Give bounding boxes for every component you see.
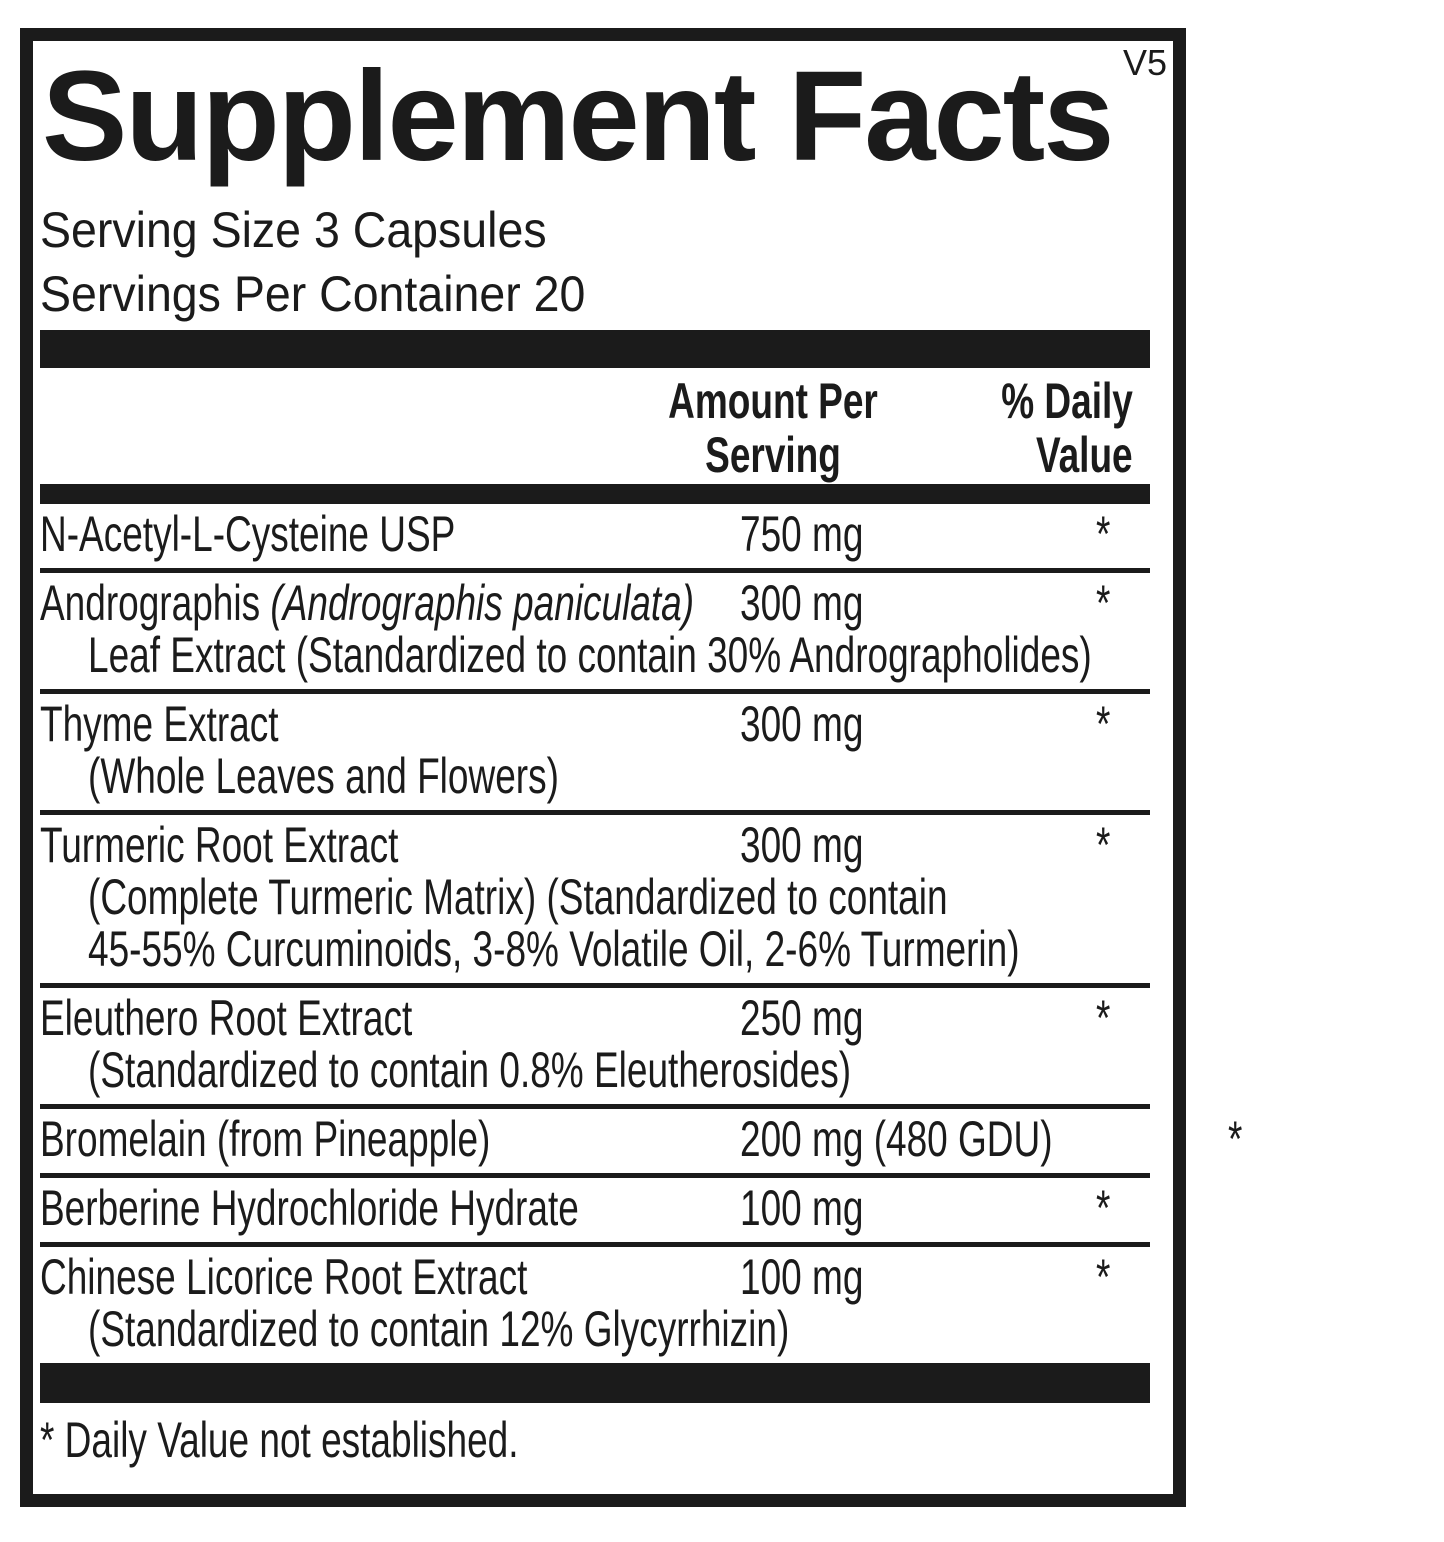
ingredient-dv: * [1095, 816, 1110, 873]
ingredient-subline: (Standardized to contain 0.8% Eleutherosides) [88, 1041, 852, 1098]
ingredient-subline: (Complete Turmeric Matrix) (Standardized to contain [88, 868, 948, 925]
ingredient-subline: (Whole Leaves and Flowers) [88, 747, 559, 804]
ingredient-name: Thyme Extract [40, 695, 279, 752]
ingredient-dv: * [1095, 1179, 1110, 1236]
ingredient-row [40, 689, 1150, 810]
footnote [40, 1409, 1150, 1471]
servings-per-container: Servings Per Container 20 [40, 265, 586, 322]
ingredient-dv: * [1227, 1110, 1243, 1167]
ingredient-subline: Leaf Extract (Standardized to contain 30% Andrographolides) [88, 626, 1092, 683]
ingredient-amount: 250 mg [740, 989, 864, 1046]
ingredient-row [40, 568, 1150, 689]
version-tag: V5 [1122, 42, 1167, 83]
page-title: Supplement Facts [42, 45, 1113, 188]
ingredient-amount: 750 mg [740, 505, 864, 562]
ingredient-row [40, 1104, 1243, 1173]
ingredient-subline: (Standardized to contain 12% Glycyrrhizin) [88, 1300, 790, 1357]
ingredient-name: Eleuthero Root Extract [40, 989, 413, 1046]
ingredient-name: Turmeric Root Extract [40, 816, 399, 873]
serving-size: Serving Size 3 Capsules [40, 201, 547, 258]
ingredient-amount: 300 mg [740, 574, 864, 631]
serving-info [40, 198, 1150, 326]
amount-header-line1: Amount Per [668, 372, 878, 429]
ingredient-dv: * [1095, 505, 1110, 562]
column-headers [40, 368, 1150, 484]
amount-header-line2: Serving [705, 426, 841, 483]
ingredient-name: Berberine Hydrochloride Hydrate [40, 1179, 579, 1236]
dv-header-line1: % Daily [1001, 372, 1133, 429]
dv-header-line2: Value [1036, 426, 1133, 483]
ingredient-amount: 200 mg (480 GDU) [740, 1110, 1053, 1167]
ingredient-row [40, 1173, 1150, 1242]
ingredient-name: N-Acetyl-L-Cysteine USP [40, 505, 456, 562]
ingredient-subline: 45-55% Curcuminoids, 3-8% Volatile Oil, 2-6% Turmerin) [88, 920, 1020, 977]
ingredient-dv: * [1095, 574, 1110, 631]
ingredient-row [40, 810, 1150, 983]
ingredient-dv: * [1095, 1248, 1110, 1305]
ingredient-name: Bromelain (from Pineapple) [40, 1110, 491, 1167]
ingredient-row [40, 504, 1150, 568]
header-divider [40, 484, 1150, 504]
ingredient-dv: * [1095, 989, 1110, 1046]
ingredient-amount: 100 mg [740, 1179, 864, 1236]
ingredient-name: Chinese Licorice Root Extract [40, 1248, 528, 1305]
amount-per-serving-header [631, 374, 914, 482]
ingredient-amount: 300 mg [740, 695, 864, 752]
thick-divider-bottom [40, 1363, 1150, 1403]
ingredient-latin-name: (Andrographis paniculata) [270, 574, 695, 631]
ingredient-amount: 100 mg [740, 1248, 864, 1305]
daily-value-header [955, 374, 1133, 482]
ingredient-rows [40, 504, 1243, 1363]
thick-divider-top [40, 330, 1150, 368]
supplement-facts-label [20, 28, 1243, 1507]
ingredient-row [40, 983, 1150, 1104]
ingredient-row [40, 1242, 1150, 1363]
ingredient-dv: * [1095, 695, 1110, 752]
footnote-text: * Daily Value not established. [40, 1411, 519, 1468]
ingredient-name: Andrographis (Andrographis paniculata) [40, 574, 695, 631]
ingredient-amount: 300 mg [740, 816, 864, 873]
